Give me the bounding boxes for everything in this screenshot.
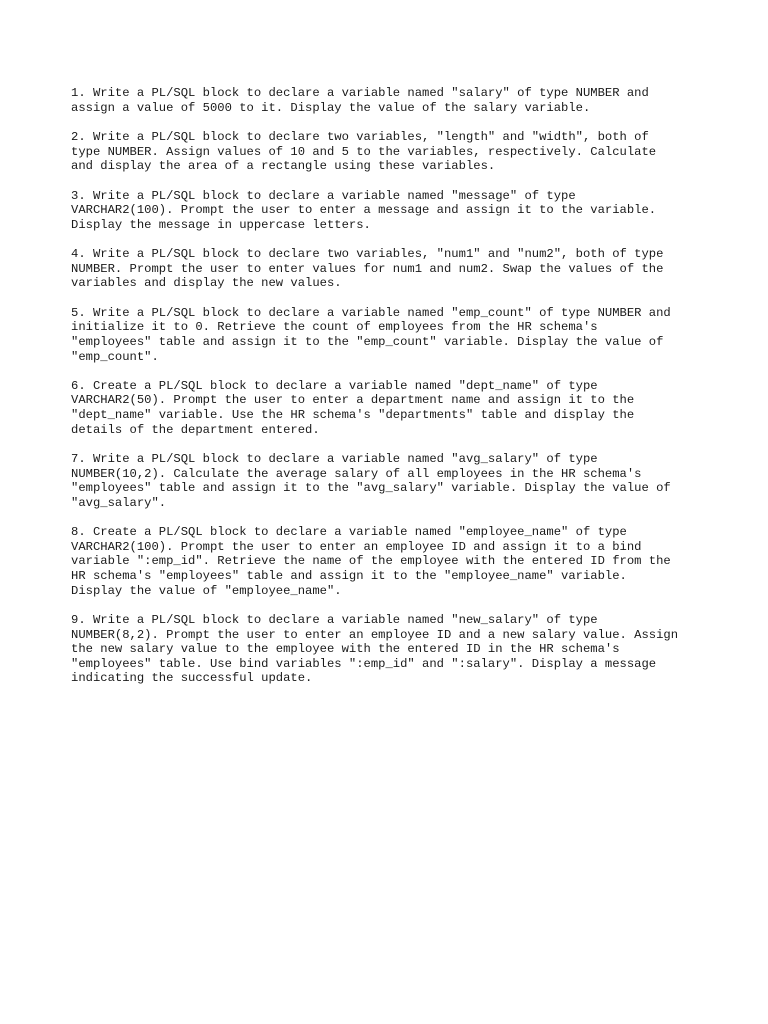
exercise-3: 3. Write a PL/SQL block to declare a variable named "message" of type VARCHAR2(100). Prompt the user to enter a message and assign it to the variable. Display the message in uppercase letters. [71,188,657,232]
exercise-2: 2. Write a PL/SQL block to declare two variables, "length" and "width", both of type NUMBER. Assign values of 10 and 5 to the variables, respectively. Calculate and display the area of a rectangle using these variables. [71,129,657,174]
exercise-7: 7. Write a PL/SQL block to declare a variable named "avg_salary" of type NUMBER(10,2). Calculate the average salary of all employees in the HR schema's "employees" table and assign it to the "avg_salary" variable. Display the value of "avg_salary". [71,452,671,510]
exercise-5: 5. Write a PL/SQL block to declare a variable named "emp_count" of type NUMBER and initialize it to 0. Retrieve the count of employees from the HR schema's "employees" table and assign it to the "emp_count" variable. Display the value of "emp_count". [71,305,671,364]
exercise-1: 1. Write a PL/SQL block to declare a variable named "salary" of type NUMBER and assign a value of 5000 to it. Display the value of the salary variable. [71,86,649,115]
document-page [71,86,731,701]
exercise-8: 8. Create a PL/SQL block to declare a variable named "employee_name" of type VARCHAR2(100). Prompt the user to enter an employee ID and assign it to a bind variable ":emp_id". Retrieve the name of the employee with the entered ID from the HR schema's "employees" table and assign it to the "employee_name" variable. Display the value of "employee_name". [71,525,671,598]
exercise-4: 4. Write a PL/SQL block to declare two variables, "num1" and "num2", both of type NUMBER. Prompt the user to enter values for num1 and num2. Swap the values of the variables and display the new values. [71,247,664,291]
exercise-9: 9. Write a PL/SQL block to declare a variable named "new_salary" of type NUMBER(8,2). Prompt the user to enter an employee ID and a new salary value. Assign the new salary value to the employee with the entered ID in the HR schema's "employees" table. Use bind variables ":emp_id" and ":salary". Display a message indicating the successful update. [71,613,679,686]
exercise-6: 6. Create a PL/SQL block to declare a variable named "dept_name" of type VARCHAR2(50). Prompt the user to enter a department name and assign it to the "dept_name" variable. Use the HR schema's "departments" table and display the details of the department entered. [71,378,635,437]
